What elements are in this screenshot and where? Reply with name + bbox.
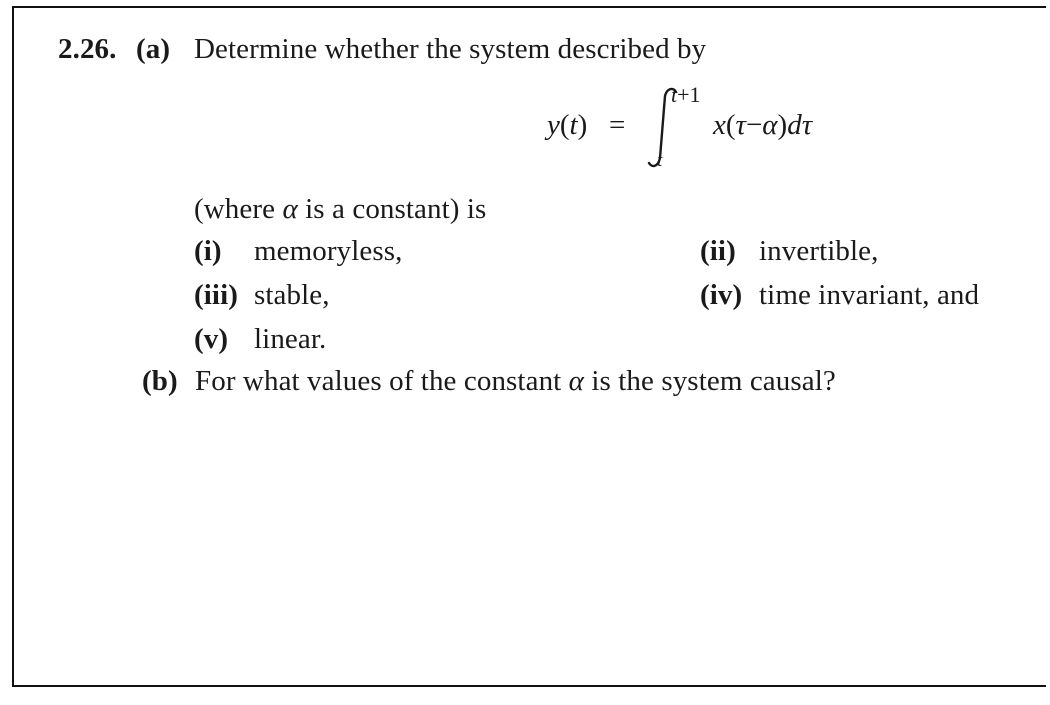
problem-frame bbox=[12, 6, 1046, 687]
integral-upper-limit bbox=[671, 82, 701, 108]
item-text-ii: invertible, bbox=[759, 235, 879, 267]
item-text-i: memoryless, bbox=[254, 235, 403, 267]
part-b-before: For what values of the constant bbox=[195, 365, 569, 397]
where-alpha: α bbox=[282, 193, 298, 225]
upper-limit-var: t bbox=[671, 82, 678, 107]
item-label-i: (i) bbox=[194, 235, 222, 267]
equals-sign: = bbox=[609, 109, 626, 141]
part-b-text bbox=[195, 364, 836, 398]
item-label-iii: (iii) bbox=[194, 279, 238, 311]
lhs-func: y bbox=[547, 109, 560, 141]
integrand-tau: τ bbox=[735, 109, 746, 141]
where-before: (where bbox=[194, 193, 283, 225]
lhs-var: t bbox=[569, 109, 578, 141]
part-b-label: (b) bbox=[142, 365, 178, 397]
part-a-text: Determine whether the system described by bbox=[194, 33, 707, 65]
part-b-alpha: α bbox=[568, 365, 584, 397]
integrand bbox=[713, 109, 812, 142]
integrand-open: ( bbox=[725, 109, 736, 141]
integral-equation bbox=[547, 80, 877, 180]
part-a-label: (a) bbox=[136, 33, 171, 65]
integrand-close: ) bbox=[777, 109, 788, 141]
problem-number: 2.26. bbox=[58, 33, 117, 65]
integrand-x: x bbox=[713, 109, 726, 141]
item-label-iv: (iv) bbox=[700, 279, 743, 311]
upper-limit-rest: +1 bbox=[677, 82, 701, 107]
lhs-paren-close: ) bbox=[577, 109, 588, 141]
item-label-v: (v) bbox=[194, 323, 229, 355]
integrand-minus: − bbox=[745, 109, 763, 141]
where-clause bbox=[194, 192, 486, 226]
integrand-alpha: α bbox=[762, 109, 778, 141]
where-after: is a constant) is bbox=[297, 193, 487, 225]
integrand-d: d bbox=[787, 109, 802, 141]
item-text-v: linear. bbox=[254, 323, 327, 355]
lhs-paren-open: ( bbox=[559, 109, 570, 141]
part-b-after: is the system causal? bbox=[584, 365, 836, 397]
integrand-tau2: τ bbox=[801, 109, 813, 141]
item-text-iii: stable, bbox=[254, 279, 330, 311]
item-label-ii: (ii) bbox=[700, 235, 736, 267]
item-text-iv: time invariant, and bbox=[759, 279, 980, 311]
integral-lower-limit: t bbox=[657, 150, 663, 171]
equation-lhs bbox=[547, 109, 587, 142]
